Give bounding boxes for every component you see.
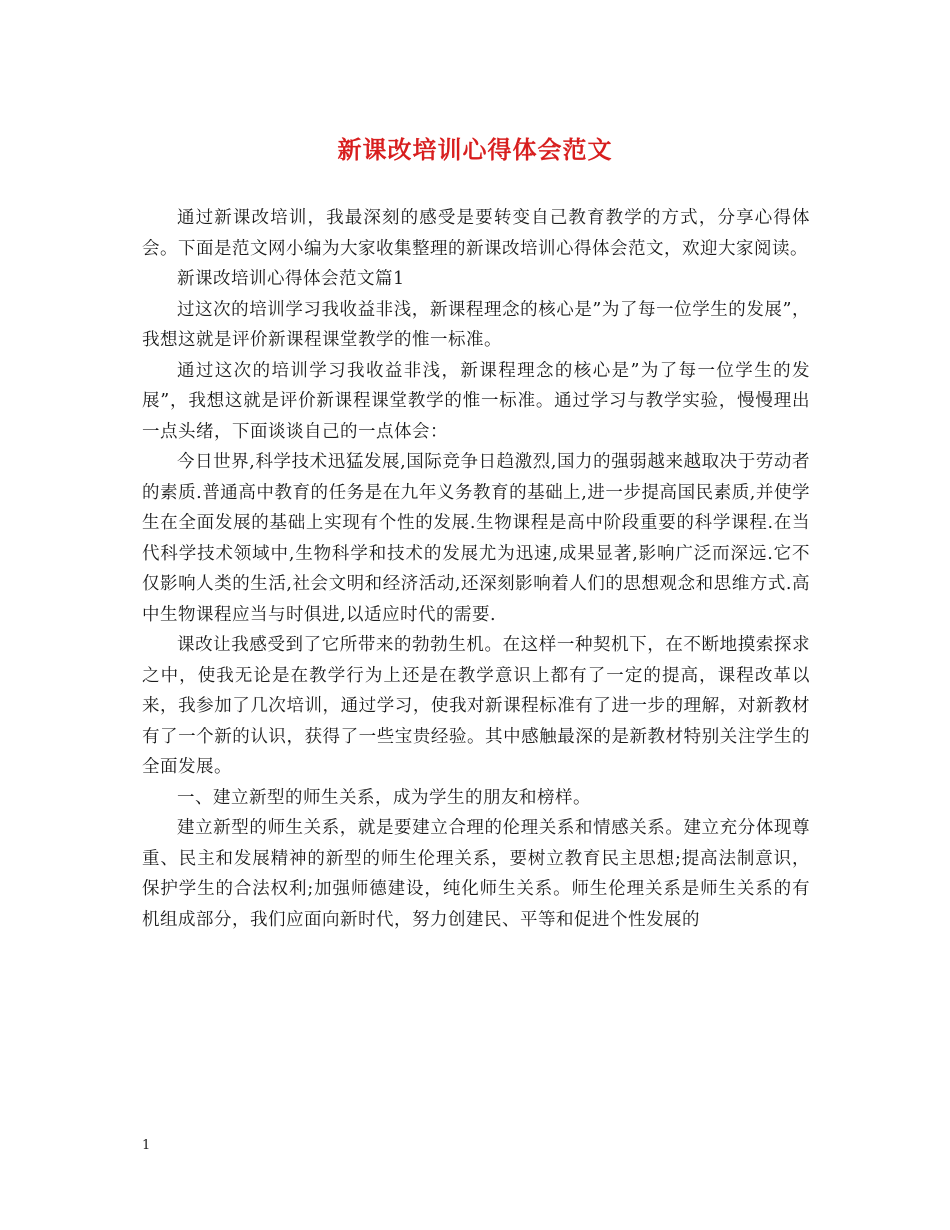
- paragraph-subheading: 一、建立新型的师生关系，成为学生的朋友和榜样。: [177, 787, 591, 808]
- paragraph: 过这次的培训学习我收益非浅，新课程理念的核心是”为了每一位学生的发展”，我想这就是评价新课程课堂教学的惟一标准。: [142, 299, 810, 350]
- paragraph: 通过这次的培训学习我收益非浅，新课程理念的核心是”为了每一位学生的发展”，我想这就是评价新课程课堂教学的惟一标准。通过学习与教学实验，慢慢理出一点头绪，下面谈谈自己的一点体会：: [142, 360, 810, 442]
- paragraph: 课改让我感受到了它所带来的勃勃生机。在这样一种契机下，在不断地摸索探求之中，使我无论是在教学行为上还是在教学意识上都有了一定的提高，课程改革以来，我参加了几次培训，通过学习，使我对新课程标准有了进一步的理解，对新教材有了一个新的认识，获得了一些宝贵经验。其中感触最深的是新教材特别关注学生的全面发展。: [142, 635, 810, 777]
- document-title: 新课改培训心得体会范文: [337, 135, 613, 164]
- paragraph-section-heading: 新课改培训心得体会范文篇1: [177, 269, 405, 289]
- paragraph-intro: 通过新课改培训，我最深刻的感受是要转变自己教育教学的方式，分享心得体会。下面是范文网小编为大家收集整理的新课改培训心得体会范文，欢迎大家阅读。: [142, 208, 810, 259]
- document-body: [142, 203, 810, 935]
- paragraph: 建立新型的师生关系，就是要建立合理的伦理关系和情感关系。建立充分体现尊重、民主和发展精神的新型的师生伦理关系，要树立教育民主思想;提高法制意识，保护学生的合法权利;加强师德建设，纯化师生关系。师生伦理关系是师生关系的有机组成部分，我们应面向新时代，努力创建民、平等和促进个性发展的: [142, 818, 810, 930]
- page-number: 1: [142, 1138, 151, 1153]
- paragraph: 今日世界,科学技术迅猛发展,国际竞争日趋激烈,国力的强弱越来越取决于劳动者的素质.普通高中教育的任务是在九年义务教育的基础上,进一步提高国民素质,并使学生在全面发展的基础上实现有个性的发展.生物课程是高中阶段重要的科学课程.在当代科学技术领域中,生物科学和技术的发展尤为迅速,成果显著,影响广泛而深远.它不仅影响人类的生活,社会文明和经济活动,还深刻影响着人们的思想观念和思维方式.高中生物课程应当与时俱进,以适应时代的需要.: [142, 452, 810, 625]
